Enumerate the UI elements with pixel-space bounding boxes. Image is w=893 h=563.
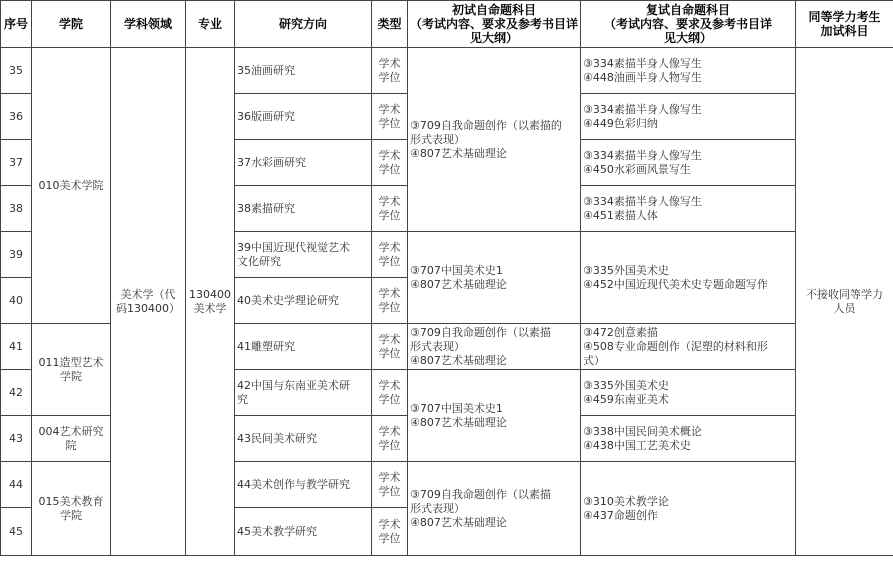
initial-line2: ④807艺术基础理论 <box>410 415 507 429</box>
type-line2: 学位 <box>378 300 401 314</box>
type-line1: 学术 <box>378 517 401 531</box>
type-line2: 学位 <box>378 484 401 498</box>
field-line2: 码130400） <box>116 301 180 315</box>
field-cell <box>111 48 186 556</box>
seq-cell: 39 <box>1 232 32 278</box>
initial-line1: ③707中国美术史1 <box>410 263 503 277</box>
seq-cell: 42 <box>1 370 32 416</box>
seq-cell: 43 <box>1 416 32 462</box>
initial-line3: ④807艺术基础理论 <box>410 146 507 160</box>
type-line1: 学术 <box>378 332 401 346</box>
type-line2: 学位 <box>378 438 401 452</box>
type-cell <box>372 462 408 508</box>
type-line2: 学位 <box>378 254 401 268</box>
field-line1: 美术学（代 <box>120 287 176 301</box>
header-extra-line1: 同等学力考生 <box>808 10 881 24</box>
retest-exam-cell <box>581 48 796 94</box>
retest-line2: ④438中国工艺美术史 <box>583 438 691 452</box>
direction-cell: 37水彩画研究 <box>235 140 372 186</box>
retest-line1: ③310美术教学论 <box>583 494 669 508</box>
header-extra-line2: 加试科目 <box>820 24 869 38</box>
retest-line1: ③334素描半身人像写生 <box>583 148 702 162</box>
initial-line3: ④807艺术基础理论 <box>410 515 507 529</box>
college-cell <box>32 416 111 462</box>
initial-line1: ③709自我命题创作（以素描 <box>410 487 551 501</box>
type-cell <box>372 324 408 370</box>
college-cell: 010美术学院 <box>32 48 111 324</box>
initial-line2: 形式表现） <box>410 339 465 353</box>
type-line1: 学术 <box>378 470 401 484</box>
retest-line2: ④450水彩画风景写生 <box>583 162 691 176</box>
initial-line2: 形式表现） <box>410 132 465 146</box>
type-line2: 学位 <box>378 531 401 545</box>
college-line2: 学院 <box>60 369 82 383</box>
header-type: 类型 <box>372 1 408 48</box>
initial-line1: ③709自我命题创作（以素描 <box>410 325 551 339</box>
direction-cell: 44美术创作与教学研究 <box>235 462 372 508</box>
extra-line2: 人员 <box>833 301 856 315</box>
major-line1: 130400 <box>189 287 231 301</box>
retest-line2: ④449色彩归纳 <box>583 116 658 130</box>
retest-exam-cell <box>581 232 796 324</box>
type-line1: 学术 <box>378 56 401 70</box>
seq-cell: 41 <box>1 324 32 370</box>
direction-line1: 39中国近现代视觉艺术 <box>237 240 350 254</box>
direction-line2: 究 <box>237 392 248 406</box>
header-initial-line1: 初试自命题科目 <box>451 3 536 17</box>
retest-exam-cell <box>581 324 796 370</box>
retest-line1: ③335外国美术史 <box>583 263 669 277</box>
type-line1: 学术 <box>378 286 401 300</box>
direction-cell <box>235 232 372 278</box>
initial-exam-cell <box>408 462 581 556</box>
initial-line1: ③707中国美术史1 <box>410 401 503 415</box>
type-cell <box>372 370 408 416</box>
direction-cell: 43民间美术研究 <box>235 416 372 462</box>
type-line2: 学位 <box>378 346 401 360</box>
header-college: 学院 <box>32 1 111 48</box>
initial-exam-cell <box>408 370 581 462</box>
retest-line2: ④452中国近现代美术史专题命题写作 <box>583 277 768 291</box>
retest-line2: ④508专业命题创作（泥塑的材料和形 <box>583 339 768 353</box>
retest-line2: ④448油画半身人物写生 <box>583 70 702 84</box>
type-line1: 学术 <box>378 102 401 116</box>
direction-cell: 45美术教学研究 <box>235 508 372 556</box>
direction-cell: 35油画研究 <box>235 48 372 94</box>
college-line2: 学院 <box>60 508 82 522</box>
college-line2: 院 <box>65 438 77 452</box>
retest-exam-cell <box>581 94 796 140</box>
seq-cell: 37 <box>1 140 32 186</box>
type-cell <box>372 278 408 324</box>
type-line2: 学位 <box>378 116 401 130</box>
retest-exam-cell <box>581 416 796 462</box>
type-line1: 学术 <box>378 148 401 162</box>
direction-line1: 42中国与东南亚美术研 <box>237 378 350 392</box>
header-extra-exam <box>796 1 893 48</box>
header-initial-line3: 见大纲） <box>469 31 518 45</box>
direction-cell: 41雕塑研究 <box>235 324 372 370</box>
initial-exam-cell <box>408 324 581 370</box>
type-line1: 学术 <box>378 424 401 438</box>
retest-line3: 式） <box>583 353 605 367</box>
table-row <box>1 48 893 94</box>
direction-cell <box>235 370 372 416</box>
seq-cell: 36 <box>1 94 32 140</box>
type-line2: 学位 <box>378 208 401 222</box>
retest-line2: ④437命题创作 <box>583 508 658 522</box>
initial-line2: ④807艺术基础理论 <box>410 277 507 291</box>
type-cell <box>372 416 408 462</box>
direction-cell: 38素描研究 <box>235 186 372 232</box>
retest-exam-cell <box>581 186 796 232</box>
initial-line2: 形式表现） <box>410 501 465 515</box>
extra-exam-cell <box>796 48 893 556</box>
seq-cell: 35 <box>1 48 32 94</box>
initial-exam-cell <box>408 48 581 232</box>
retest-line1: ③338中国民间美术概论 <box>583 424 702 438</box>
extra-line1: 不接收同等学力 <box>806 287 883 301</box>
type-line1: 学术 <box>378 194 401 208</box>
college-cell <box>32 462 111 556</box>
seq-cell: 44 <box>1 462 32 508</box>
retest-line1: ③334素描半身人像写生 <box>583 56 702 70</box>
retest-line1: ③334素描半身人像写生 <box>583 102 702 116</box>
type-line1: 学术 <box>378 240 401 254</box>
seq-cell: 45 <box>1 508 32 556</box>
initial-line1: ③709自我命题创作（以素描的 <box>410 118 562 132</box>
retest-exam-cell <box>581 462 796 556</box>
seq-cell: 40 <box>1 278 32 324</box>
retest-line1: ③334素描半身人像写生 <box>583 194 702 208</box>
retest-line2: ④451素描人体 <box>583 208 658 222</box>
retest-exam-cell <box>581 140 796 186</box>
direction-cell: 40美术史学理论研究 <box>235 278 372 324</box>
retest-line2: ④459东南亚美术 <box>583 392 669 406</box>
header-seq: 序号 <box>1 1 32 48</box>
header-retest-line1: 复试自命题科目 <box>645 3 730 17</box>
initial-line3: ④807艺术基础理论 <box>410 353 507 367</box>
type-line1: 学术 <box>378 378 401 392</box>
retest-line1: ③335外国美术史 <box>583 378 669 392</box>
retest-exam-cell <box>581 370 796 416</box>
type-cell <box>372 94 408 140</box>
type-cell <box>372 232 408 278</box>
header-initial-exam <box>408 1 581 48</box>
header-retest-line3: 见大纲） <box>663 31 712 45</box>
header-retest-exam <box>581 1 796 48</box>
college-line1: 011造型艺术 <box>38 355 104 369</box>
header-retest-line2: （考试内容、要求及参考书目详 <box>603 17 772 31</box>
header-major: 专业 <box>186 1 235 48</box>
type-cell <box>372 140 408 186</box>
header-row <box>1 1 893 48</box>
type-cell <box>372 508 408 556</box>
seq-cell: 38 <box>1 186 32 232</box>
college-cell <box>32 324 111 416</box>
type-cell <box>372 186 408 232</box>
type-line2: 学位 <box>378 162 401 176</box>
college-line1: 015美术教育 <box>38 494 104 508</box>
direction-cell: 36版画研究 <box>235 94 372 140</box>
initial-exam-cell <box>408 232 581 324</box>
header-field: 学科领域 <box>111 1 186 48</box>
major-line2: 美术学 <box>193 301 227 315</box>
major-cell <box>186 48 235 556</box>
header-direction: 研究方向 <box>235 1 372 48</box>
retest-line1: ③472创意素描 <box>583 325 658 339</box>
type-cell <box>372 48 408 94</box>
direction-line2: 文化研究 <box>237 254 281 268</box>
header-initial-line2: （考试内容、要求及参考书目详 <box>410 17 579 31</box>
type-line2: 学位 <box>378 70 401 84</box>
college-line1: 004艺术研究 <box>38 424 104 438</box>
type-line2: 学位 <box>378 392 401 406</box>
